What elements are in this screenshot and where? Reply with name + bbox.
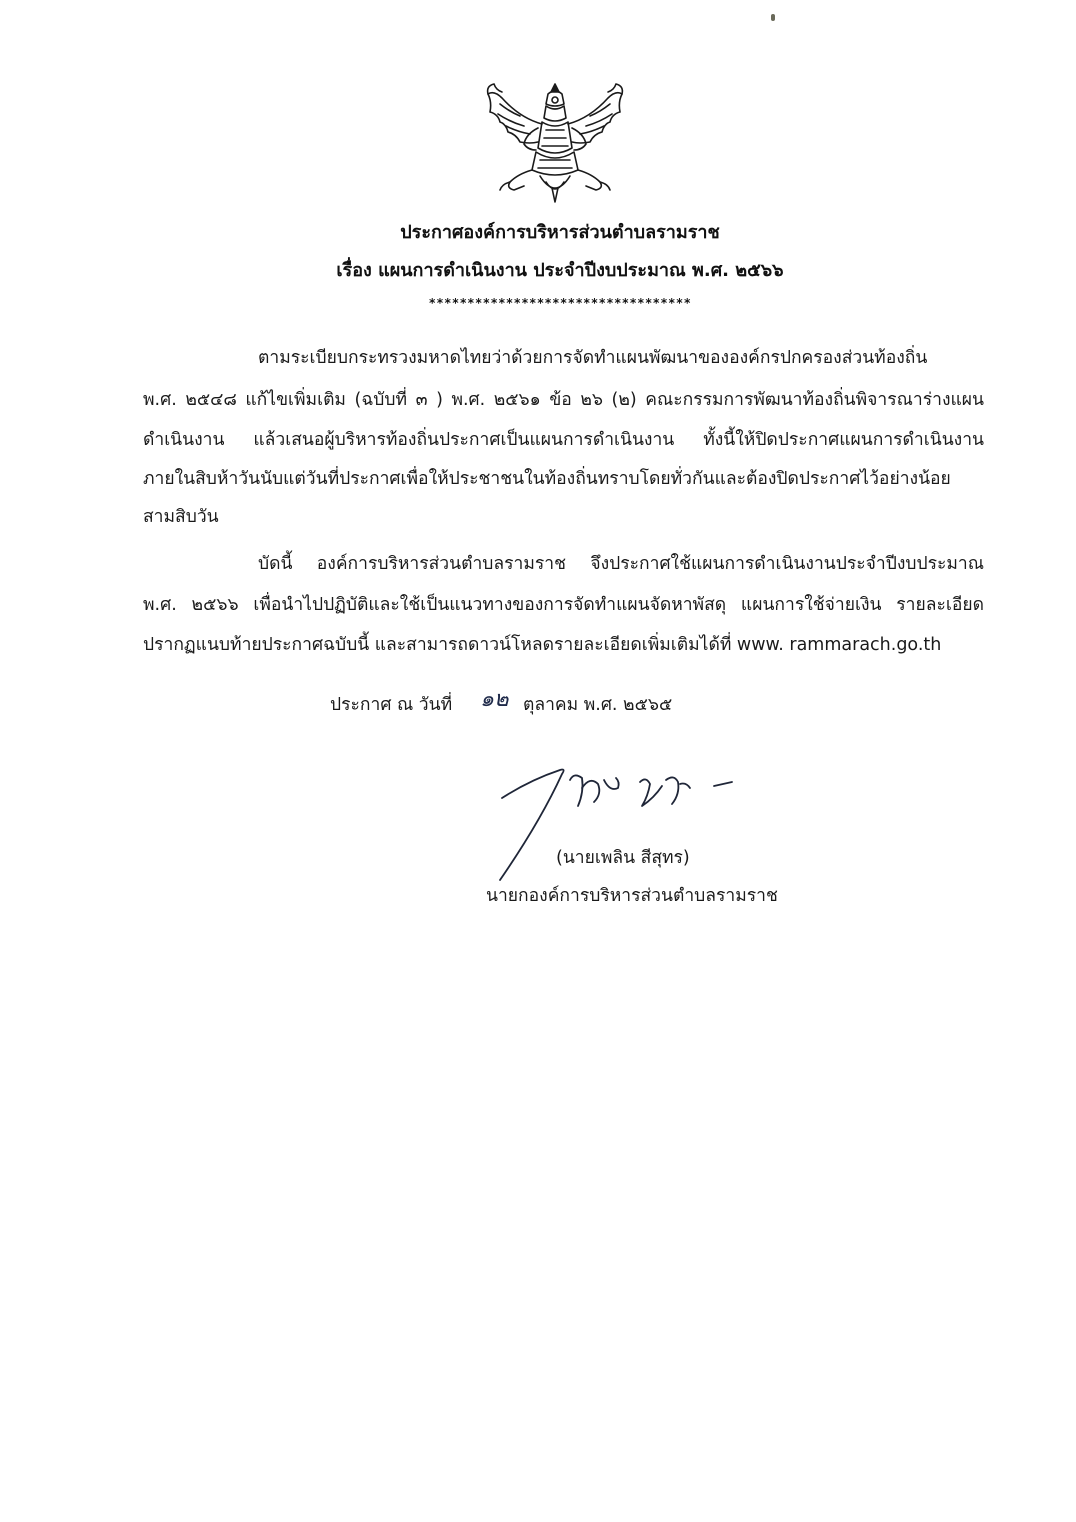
announcement-subject: เรื่อง แผนการดำเนินงาน ประจำปีงบประมาณ พ.ศ. ๒๕๖๖ xyxy=(336,260,784,281)
announcement-date-month-year: ตุลาคม พ.ศ. ๒๕๖๕ xyxy=(523,695,673,715)
paragraph1-line5: สามสิบวัน xyxy=(143,507,219,527)
signatory-position: นายกองค์การบริหารส่วนตำบลรามราช xyxy=(486,886,778,906)
paragraph1-line3: ดำเนินงาน แล้วเสนอผู้บริหารท้องถิ่นประกาศเป็นแผนการดำเนินงาน ทั้งนี้ให้ปิดประกาศแผนการดำเนินงาน xyxy=(143,430,984,450)
announcement-date-prefix: ประกาศ ณ วันที่ xyxy=(330,695,453,715)
scan-speck xyxy=(771,14,775,21)
separator-line: ********************************** xyxy=(428,296,692,310)
paragraph2-line3: ปรากฏแนบท้ายประกาศฉบับนี้ และสามารถดาวน์โหลดรายละเอียดเพิ่มเติมได้ที่ www. rammarach.go.th xyxy=(143,635,942,655)
handwritten-signature-icon xyxy=(470,762,760,892)
paragraph1-line1: ตามระเบียบกระทรวงมหาดไทยว่าด้วยการจัดทำแผนพัฒนาขององค์กรปกครองส่วนท้องถิ่น xyxy=(258,348,928,368)
paragraph1-line4: ภายในสิบห้าวันนับแต่วันที่ประกาศเพื่อให้ประชาชนในท้องถิ่นทราบโดยทั่วกันและต้องปิดประกาศไว้อย่างน้อย xyxy=(143,469,951,489)
paragraph2-line2: พ.ศ. ๒๕๖๖ เพื่อนำไปปฏิบัติและใช้เป็นแนวทางของการจัดทำแผนจัดหาพัสดุ แผนการใช้จ่ายเงิน รายละเอียด xyxy=(143,595,984,615)
announcement-title: ประกาศองค์การบริหารส่วนตำบลรามราช xyxy=(400,222,720,243)
paragraph1-line2: พ.ศ. ๒๕๔๘ แก้ไขเพิ่มเติม (ฉบับที่ ๓ ) พ.ศ. ๒๕๖๑ ข้อ ๒๖ (๒) คณะกรรมการพัฒนาท้องถิ่นพิจารณาร่างแผน xyxy=(143,390,984,410)
announcement-date-day: ๑๒ xyxy=(480,687,509,712)
garuda-emblem-icon xyxy=(480,78,630,206)
paragraph2-line1: บัดนี้ องค์การบริหารส่วนตำบลรามราช จึงประกาศใช้แผนการดำเนินงานประจำปีงบประมาณ xyxy=(258,554,984,574)
signatory-name: (นายเพลิน สีสุทร) xyxy=(556,848,690,868)
